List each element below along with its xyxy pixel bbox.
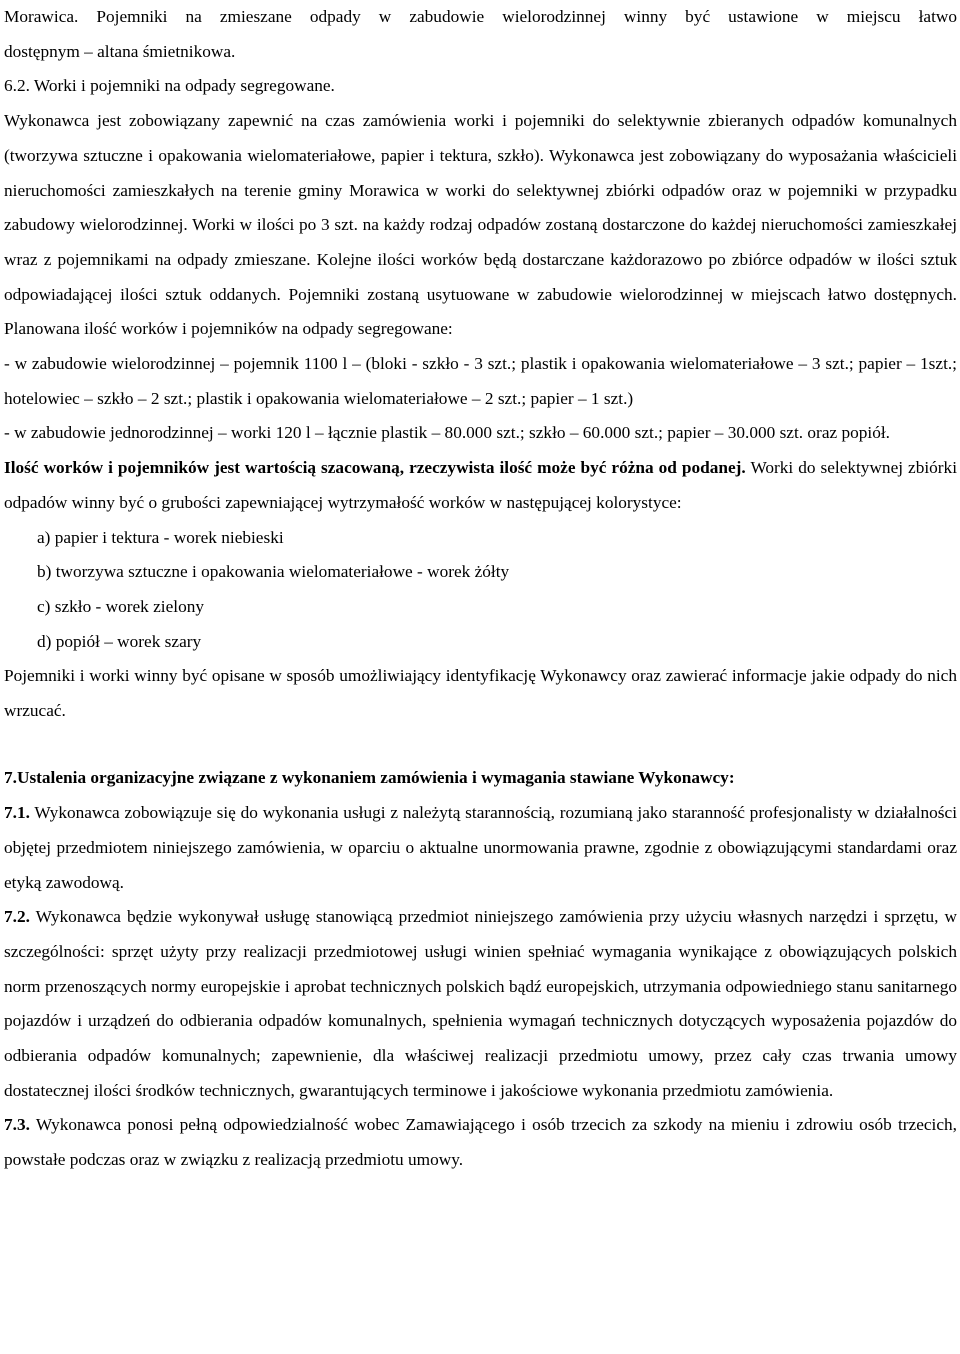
spacer [4, 729, 957, 764]
section-item-7-2 [4, 900, 957, 1108]
estimate-paragraph [4, 451, 957, 520]
item-number: 7.2. [4, 907, 30, 927]
labeling-paragraph: Pojemniki i worki winny być opisane w sposób umożliwiający identyfikację Wykonawcy oraz zawierać informacje jakie odpady do nich wrzucać. [4, 666, 957, 721]
multi-family-plan: - w zabudowie wielorodzinnej – pojemnik 1100 l – (bloki - szkło - 3 szt.; plastik i opakowania wielomateriałowe – 3 szt.; papier – 1szt.; hotelowiec – szkło – 2 szt.; plastik i opakowania wielomateriałowe – 2 szt.; papier – 1 szt.) [4, 354, 957, 408]
section-item-7-3 [4, 1108, 957, 1177]
section-6-2-paragraph: Wykonawca jest zobowiązany zapewnić na czas zamówienia worki i pojemniki do selektywnie zbieranych odpadów komunalnych (tworzywa sztuczne i opakowania wielomateriałowe, papier i tektura, szkło). Wykonawca jest zobowiązany do wyposażania właścicieli nieruchomości zamieszkałych na terenie gminy Morawica w worki do selektywnej zbiórki odpadów oraz w pojemniki w przypadku zabudowy wielorodzinnej. Worki w ilości po 3 szt. na każdy rodzaj odpadów zostaną dostarczone do każdej nieruchomości zamieszkałej wraz z pojemnikami na odpady zmieszane. Kolejne ilości worków będą dostarczane każdorazowo po zbiórce odpadów w ilości sztuk odpowiadającej ilości sztuk oddanych. Pojemniki zostaną usytuowane w zabudowie wielorodzinnej w miejscach łatwo dostępnych. Planowana ilość worków i pojemników na odpady segregowane: [4, 111, 957, 339]
intro-line-1: Morawica. Pojemniki na zmieszane odpady w zabudowie wielorodzinnej winny być ustawione w miejscu łatwo [4, 7, 957, 26]
item-number: 7.1. [4, 803, 30, 823]
estimate-note-text: Worki do selektywnej zbiórki odpadów winny być o grubości zapewniającej wytrzymałość worków w następującej kolorystyce: [4, 458, 957, 512]
item-text: Wykonawca ponosi pełną odpowiedzialność wobec Zamawiającego i osób trzecich za szkody na mieniu i zdrowiu osób trzecich, powstałe podczas oraz w związku z realizacją przedmiotu umowy. [4, 1115, 957, 1170]
estimate-note-bold: Ilość worków i pojemników jest wartością szacowaną, rzeczywista ilość może być różna od podanej. [4, 458, 746, 478]
bag-color-list [4, 521, 957, 660]
list-item: c) szkło - worek zielony [37, 596, 204, 616]
intro-paragraph [4, 0, 957, 69]
list-item: a) papier i tektura - worek niebieski [37, 527, 284, 547]
single-family-plan: - w zabudowie jednorodzinnej – worki 120 l – łącznie plastik – 80.000 szt.; szkło – 60.000 szt.; papier – 30.000 szt. oraz popiół. [4, 423, 890, 443]
item-number: 7.3. [4, 1115, 30, 1135]
intro-line-2: dostępnym – altana śmietnikowa. [4, 41, 236, 61]
section-item-7-1 [4, 796, 957, 900]
item-text: Wykonawca zobowiązuje się do wykonania usługi z należytą starannością, rozumianą jako staranność profesjonalisty w działalności objętej przedmiotem niniejszego zamówienia, w oparciu o aktualne unormowania prawne, zgodnie z obowiązującymi standardami oraz etyką zawodową. [4, 803, 957, 892]
section-6-2-heading: 6.2. Worki i pojemniki na odpady segregowane. [4, 76, 335, 96]
item-text: Wykonawca będzie wykonywał usługę stanowiącą przedmiot niniejszego zamówienia przy użyciu własnych narzędzi i sprzętu, w szczególności: sprzęt użyty przy realizacji przedmiotowej usługi winien spełniać wymagania wynikające z obowiązujących polskich norm przenoszących normy europejskie i aprobat technicznych polskich bądź europejskich, utrzymania odpowiedniego stanu sanitarnego pojazdów i urządzeń do odbierania odpadów komunalnych, spełnienia wymagań technicznych dotyczących wyposażenia pojazdów do odbierania odpadów komunalnych; zapewnienie, dla właściwej realizacji przedmiotu umowy, przez cały czas trwania umowy dostatecznej ilości środków technicznych, gwarantujących terminowe i jakościowe wykonania przedmiotu zamówienia. [4, 907, 957, 1100]
list-item: b) tworzywa sztuczne i opakowania wielomateriałowe - worek żółty [37, 562, 510, 582]
section-7-heading: 7.Ustalenia organizacyjne związane z wykonaniem zamówienia i wymagania stawiane Wykonawcy: [4, 768, 735, 788]
list-item: d) popiół – worek szary [37, 631, 202, 651]
